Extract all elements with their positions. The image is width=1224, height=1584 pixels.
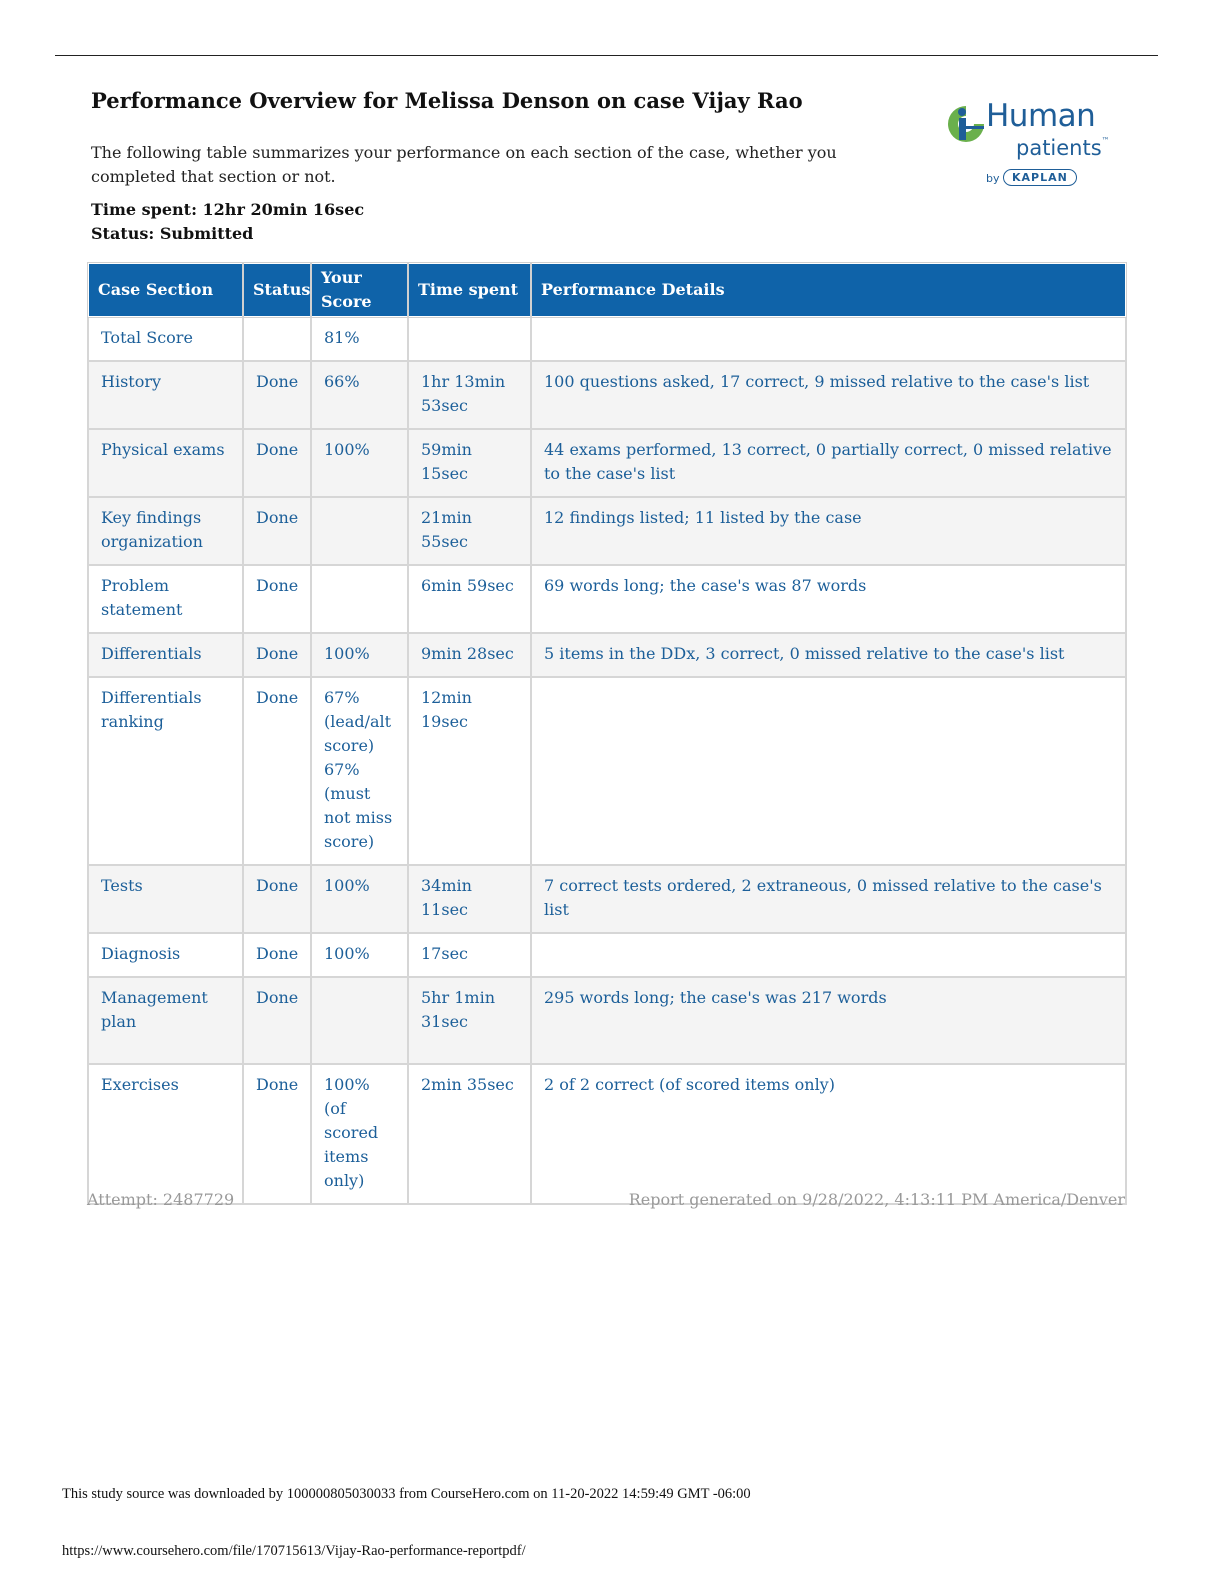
- cell-status: Done: [243, 865, 311, 933]
- table-row: [88, 633, 1126, 677]
- cell-time: 2min 35sec: [408, 1064, 531, 1204]
- time-spent-label: Time spent: 12hr 20min 16sec: [91, 200, 365, 219]
- cell-score: 100%: [311, 429, 408, 497]
- cell-time: 5hr 1min 31sec: [408, 977, 531, 1064]
- cell-details: 69 words long; the case's was 87 words: [531, 565, 1126, 633]
- cell-score: [311, 977, 408, 1064]
- cell-status: Done: [243, 361, 311, 429]
- cell-time: 17sec: [408, 933, 531, 977]
- cell-status: Done: [243, 565, 311, 633]
- cell-section: Exercises: [88, 1064, 243, 1204]
- cell-section: Management plan: [88, 977, 243, 1064]
- cell-details: 100 questions asked, 17 correct, 9 missed relative to the case's list: [531, 361, 1126, 429]
- cell-time: 6min 59sec: [408, 565, 531, 633]
- cell-details: [531, 677, 1126, 865]
- logo-by-text: by: [986, 172, 1000, 185]
- source-note: This study source was downloaded by 100000805030033 from CourseHero.com on 11-20-2022 14:59:49 GMT -06:00: [62, 1486, 751, 1502]
- table-row: [88, 865, 1126, 933]
- table-row: [88, 677, 1126, 865]
- cell-details: 2 of 2 correct (of scored items only): [531, 1064, 1126, 1204]
- logo-patients-text: patients™: [1016, 136, 1110, 160]
- cell-score: 100% (of scored items only): [311, 1064, 408, 1204]
- cell-score: 66%: [311, 361, 408, 429]
- cell-section: Differentials: [88, 633, 243, 677]
- cell-details: [531, 933, 1126, 977]
- cell-time: 12min 19sec: [408, 677, 531, 865]
- cell-section: Key findings organization: [88, 497, 243, 565]
- page-title: Performance Overview for Melissa Denson on case Vijay Rao: [91, 88, 803, 113]
- table-row: [88, 497, 1126, 565]
- cell-section: Differentials ranking: [88, 677, 243, 865]
- cell-time: 59min 15sec: [408, 429, 531, 497]
- cell-details: [531, 317, 1126, 361]
- cell-time: 21min 55sec: [408, 497, 531, 565]
- logo-human-text: Human: [986, 98, 1096, 134]
- ihuman-mark-icon: [946, 104, 986, 146]
- ihuman-logo: [946, 98, 1110, 197]
- cell-score: 100%: [311, 933, 408, 977]
- cell-status: [243, 317, 311, 361]
- header-performance-details: Performance Details: [531, 263, 1126, 317]
- table-row: [88, 565, 1126, 633]
- cell-details: 12 findings listed; 11 listed by the case: [531, 497, 1126, 565]
- table-row: [88, 361, 1126, 429]
- cell-status: Done: [243, 429, 311, 497]
- table-row: [88, 317, 1126, 361]
- table-row: [88, 933, 1126, 977]
- header-case-section: Case Section: [88, 263, 243, 317]
- cell-score: 100%: [311, 633, 408, 677]
- logo-kaplan-text: KAPLAN: [1003, 169, 1077, 186]
- cell-score: 67% (lead/alt score) 67% (must not miss score): [311, 677, 408, 865]
- cell-status: Done: [243, 497, 311, 565]
- cell-score: 100%: [311, 865, 408, 933]
- header-time-spent: Time spent: [408, 263, 531, 317]
- attempt-id: Attempt: 2487729: [87, 1190, 235, 1209]
- cell-score: [311, 497, 408, 565]
- cell-score: 81%: [311, 317, 408, 361]
- table-row: [88, 977, 1126, 1064]
- cell-details: 295 words long; the case's was 217 words: [531, 977, 1126, 1064]
- header-your-score: Your Score: [311, 263, 408, 317]
- cell-status: Done: [243, 633, 311, 677]
- cell-time: [408, 317, 531, 361]
- cell-section: History: [88, 361, 243, 429]
- cell-details: 44 exams performed, 13 correct, 0 partially correct, 0 missed relative to the case's list: [531, 429, 1126, 497]
- cell-status: Done: [243, 933, 311, 977]
- cell-section: Physical exams: [88, 429, 243, 497]
- meta-block: [91, 198, 364, 246]
- table-header-row: [88, 263, 1126, 317]
- cell-status: Done: [243, 977, 311, 1064]
- table-row: [88, 1064, 1126, 1204]
- top-divider: [55, 55, 1158, 56]
- source-url: https://www.coursehero.com/file/170715613/Vijay-Rao-performance-reportpdf/: [62, 1543, 526, 1559]
- cell-status: Done: [243, 677, 311, 865]
- status-label: Status: Submitted: [91, 224, 254, 243]
- table-row: [88, 429, 1126, 497]
- cell-details: 5 items in the DDx, 3 correct, 0 missed relative to the case's list: [531, 633, 1126, 677]
- intro-text: The following table summarizes your performance on each section of the case, whether you completed that section or not.: [91, 143, 837, 186]
- cell-time: 34min 11sec: [408, 865, 531, 933]
- performance-table: [87, 262, 1127, 1205]
- cell-section: Total Score: [88, 317, 243, 361]
- header-status: Status: [243, 263, 311, 317]
- report-generated: Report generated on 9/28/2022, 4:13:11 PM America/Denver: [628, 1190, 1125, 1209]
- cell-section: Diagnosis: [88, 933, 243, 977]
- cell-details: 7 correct tests ordered, 2 extraneous, 0 missed relative to the case's list: [531, 865, 1126, 933]
- cell-section: Tests: [88, 865, 243, 933]
- cell-section: Problem statement: [88, 565, 243, 633]
- cell-time: 1hr 13min 53sec: [408, 361, 531, 429]
- cell-status: Done: [243, 1064, 311, 1204]
- cell-time: 9min 28sec: [408, 633, 531, 677]
- cell-score: [311, 565, 408, 633]
